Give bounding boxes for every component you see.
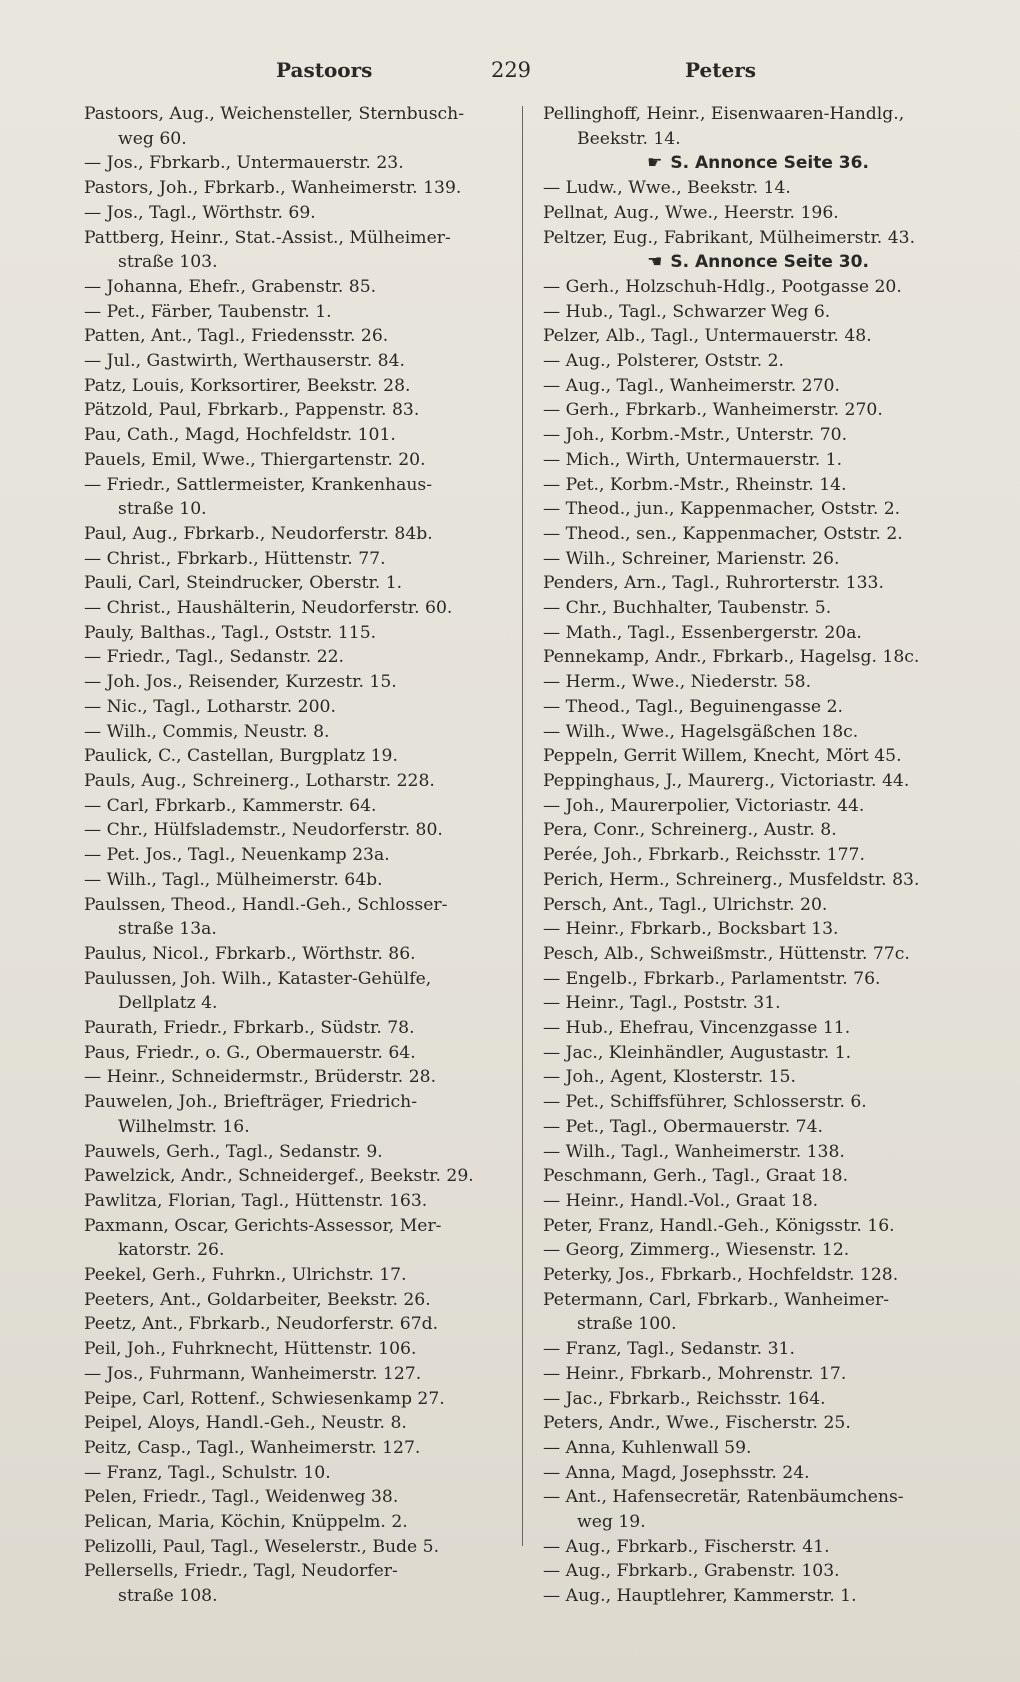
entry-text: Pera, Conr., Schreinerg., Austr. 8. (543, 820, 837, 841)
entry-text: weg 60. (118, 128, 187, 149)
directory-entry (543, 967, 973, 992)
directory-entry (543, 398, 973, 423)
directory-entry (84, 843, 524, 868)
directory-entry (543, 1189, 973, 1214)
directory-entry (543, 695, 973, 720)
directory-entry (84, 250, 524, 275)
entry-text: Pauls, Aug., Schreinerg., Lotharstr. 228. (84, 770, 435, 791)
entry-text: Pastors, Joh., Fbrkarb., Wanheimerstr. 139. (84, 178, 462, 199)
directory-entry (543, 1461, 973, 1486)
directory-entry (543, 621, 973, 646)
directory-entry (84, 324, 524, 349)
directory-entry (543, 794, 973, 819)
directory-entry (84, 571, 524, 596)
entry-text: Peil, Joh., Fuhrknecht, Hüttenstr. 106. (84, 1339, 417, 1360)
directory-entry (543, 127, 973, 152)
entry-text: straße 108. (118, 1586, 218, 1607)
directory-entry (543, 1016, 973, 1041)
entry-text: Pellnat, Aug., Wwe., Heerstr. 196. (543, 202, 839, 223)
directory-entry (543, 374, 973, 399)
directory-entry (84, 818, 524, 843)
directory-entry (84, 1041, 524, 1066)
entry-text: Peterky, Jos., Fbrkarb., Hochfeldstr. 128. (543, 1265, 899, 1286)
directory-entry (543, 275, 973, 300)
directory-entry (543, 1065, 973, 1090)
entry-text: Pelizolli, Paul, Tagl., Weselerstr., Bude 5. (84, 1536, 440, 1557)
entry-text: Peipel, Aloys, Handl.-Geh., Neustr. 8. (84, 1413, 407, 1434)
directory-entry (543, 1041, 973, 1066)
directory-entry (84, 893, 524, 918)
directory-entry (84, 621, 524, 646)
directory-entry (84, 176, 524, 201)
directory-entry (84, 423, 524, 448)
entry-text: Pellersells, Friedr., Tagl, Neudorfer- (84, 1561, 398, 1582)
entry-text: Perich, Herm., Schreinerg., Musfeldstr. 83. (543, 869, 920, 890)
entry-text: Pelzer, Alb., Tagl., Untermauerstr. 48. (543, 326, 872, 347)
entry-text: Peppeln, Gerrit Willem, Knecht, Mört 45. (543, 746, 902, 767)
entry-text: — Wilh., Wwe., Hagelsgäßchen 18c. (543, 721, 859, 742)
entry-text: S. Annonce Seite 36. (670, 153, 869, 174)
directory-entry (84, 1387, 524, 1412)
entry-text: — Heinr., Handl.-Vol., Graat 18. (543, 1190, 819, 1211)
entry-text: — Christ., Haushälterin, Neudorferstr. 60. (84, 598, 453, 619)
directory-entry (543, 670, 973, 695)
entry-text: S. Annonce Seite 30. (670, 252, 869, 273)
directory-entry (84, 596, 524, 621)
entry-text: — Herm., Wwe., Niederstr. 58. (543, 672, 812, 693)
directory-entry (543, 843, 973, 868)
directory-entry (84, 1312, 524, 1337)
entry-text: — Math., Tagl., Essenbergerstr. 20a. (543, 622, 862, 643)
entry-text: — Friedr., Sattlermeister, Krankenhaus- (84, 474, 433, 495)
entry-text: — Johanna, Ehefr., Grabenstr. 85. (84, 276, 377, 297)
entry-text: — Wilh., Tagl., Wanheimerstr. 138. (543, 1141, 845, 1162)
entry-text: — Aug., Hauptlehrer, Kammerstr. 1. (543, 1586, 857, 1607)
entry-text: Persch, Ant., Tagl., Ulrichstr. 20. (543, 894, 828, 915)
directory-entry (84, 868, 524, 893)
directory-entry (543, 1510, 973, 1535)
entry-text: — Heinr., Tagl., Poststr. 31. (543, 993, 781, 1014)
entry-text: straße 103. (118, 252, 218, 273)
entry-text: — Friedr., Tagl., Sedanstr. 22. (84, 647, 345, 668)
directory-entry (84, 448, 524, 473)
header-right-keyword: Peters (685, 58, 756, 82)
directory-entry (84, 1584, 524, 1609)
entry-text: — Pet., Korbm.-Mstr., Rheinstr. 14. (543, 474, 847, 495)
directory-entry (543, 868, 973, 893)
entry-text: Pesch, Alb., Schweißmstr., Hüttenstr. 77c. (543, 943, 910, 964)
entry-text: — Hub., Ehefrau, Vincenzgasse 11. (543, 1018, 851, 1039)
entry-text: — Hub., Tagl., Schwarzer Weg 6. (543, 301, 831, 322)
entry-text: — Jos., Fbrkarb., Untermauerstr. 23. (84, 153, 404, 174)
annonce-reference (543, 151, 973, 176)
entry-text: — Heinr., Fbrkarb., Mohrenstr. 17. (543, 1363, 847, 1384)
directory-entry (84, 1461, 524, 1486)
entry-text: straße 13a. (118, 919, 217, 940)
entry-text: — Wilh., Commis, Neustr. 8. (84, 721, 330, 742)
page-header (86, 58, 936, 88)
entry-text: Petermann, Carl, Fbrkarb., Wanheimer- (543, 1289, 890, 1310)
left-column (84, 102, 524, 1609)
entry-text: — Wilh., Schreiner, Marienstr. 26. (543, 548, 840, 569)
entry-text: Patz, Louis, Korksortirer, Beekstr. 28. (84, 375, 411, 396)
entry-text: Paul, Aug., Fbrkarb., Neudorferstr. 84b. (84, 523, 433, 544)
directory-entry (84, 1559, 524, 1584)
entry-text: — Engelb., Fbrkarb., Parlamentstr. 76. (543, 968, 881, 989)
right-column (543, 102, 973, 1609)
directory-entry (84, 473, 524, 498)
directory-entry (84, 127, 524, 152)
directory-entry (543, 769, 973, 794)
directory-entry (543, 991, 973, 1016)
entry-text: — Theod., sen., Kappenmacher, Oststr. 2. (543, 523, 903, 544)
directory-entry (84, 1090, 524, 1115)
directory-entry (84, 991, 524, 1016)
entry-text: — Pet. Jos., Tagl., Neuenkamp 23a. (84, 845, 390, 866)
directory-entry (543, 522, 973, 547)
directory-entry (84, 942, 524, 967)
entry-text: Patten, Ant., Tagl., Friedensstr. 26. (84, 326, 389, 347)
directory-entry (543, 1559, 973, 1584)
directory-entry (84, 522, 524, 547)
entry-text: Paus, Friedr., o. G., Obermauerstr. 64. (84, 1042, 416, 1063)
directory-entry (84, 1362, 524, 1387)
entry-text: — Franz, Tagl., Schulstr. 10. (84, 1462, 331, 1483)
entry-text: Pelen, Friedr., Tagl., Weidenweg 38. (84, 1487, 399, 1508)
entry-text: Pastoors, Aug., Weichensteller, Sternbusch- (84, 104, 465, 124)
entry-text: Perée, Joh., Fbrkarb., Reichsstr. 177. (543, 845, 865, 866)
entry-text: Pattberg, Heinr., Stat.-Assist., Mülheimer- (84, 227, 451, 248)
entry-text: — Nic., Tagl., Lotharstr. 200. (84, 696, 336, 717)
directory-entry (84, 670, 524, 695)
entry-text: Peter, Franz, Handl.-Geh., Königsstr. 16. (543, 1215, 895, 1236)
directory-entry (543, 1312, 973, 1337)
directory-entry (543, 645, 973, 670)
directory-entry (84, 1238, 524, 1263)
directory-entry (84, 1189, 524, 1214)
directory-entry (543, 473, 973, 498)
entry-text: — Chr., Hülfslademstr., Neudorferstr. 80. (84, 820, 443, 841)
entry-text: — Joh., Korbm.-Mstr., Unterstr. 70. (543, 425, 848, 446)
directory-entry (543, 1164, 973, 1189)
entry-text: Peekel, Gerh., Fuhrkn., Ulrichstr. 17. (84, 1265, 407, 1286)
directory-entry (543, 324, 973, 349)
entry-text: Paulssen, Theod., Handl.-Geh., Schlosser- (84, 894, 448, 915)
directory-entry (84, 967, 524, 992)
directory-entry (84, 695, 524, 720)
entry-text: — Jos., Fuhrmann, Wanheimerstr. 127. (84, 1363, 422, 1384)
entry-text: — Ludw., Wwe., Beekstr. 14. (543, 178, 791, 199)
directory-entry (543, 1387, 973, 1412)
directory-entry (543, 1090, 973, 1115)
entry-text: Penders, Arn., Tagl., Ruhrorterstr. 133. (543, 573, 884, 594)
directory-entry (543, 1140, 973, 1165)
entry-text: Paxmann, Oscar, Gerichts-Assessor, Mer- (84, 1215, 442, 1236)
entry-text: — Joh., Agent, Klosterstr. 15. (543, 1067, 796, 1088)
entry-text: Peeters, Ant., Goldarbeiter, Beekstr. 26. (84, 1289, 431, 1310)
entry-text: — Pet., Schiffsführer, Schlosserstr. 6. (543, 1092, 867, 1113)
entry-text: straße 100. (577, 1314, 677, 1335)
entry-text: Beekstr. 14. (577, 128, 681, 149)
pointing-hand-icon: ☚ (647, 252, 663, 273)
directory-entry (84, 102, 524, 127)
directory-entry (543, 1436, 973, 1461)
entry-text: — Heinr., Fbrkarb., Bocksbart 13. (543, 919, 839, 940)
directory-entry (84, 547, 524, 572)
entry-text: — Jos., Tagl., Wörthstr. 69. (84, 202, 316, 223)
entry-text: — Joh., Maurerpolier, Victoriastr. 44. (543, 795, 865, 816)
directory-entry (543, 596, 973, 621)
directory-entry (84, 1288, 524, 1313)
entry-text: katorstr. 26. (118, 1240, 225, 1261)
directory-entry (84, 1485, 524, 1510)
directory-entry (543, 1485, 973, 1510)
entry-text: — Georg, Zimmerg., Wiesenstr. 12. (543, 1240, 850, 1261)
directory-entry (543, 893, 973, 918)
entry-text: — Jul., Gastwirth, Werthauserstr. 84. (84, 351, 405, 372)
entry-text: — Jac., Fbrkarb., Reichsstr. 164. (543, 1388, 826, 1409)
entry-text: — Heinr., Schneidermstr., Brüderstr. 28. (84, 1067, 437, 1088)
entry-text: Pawlitza, Florian, Tagl., Hüttenstr. 163. (84, 1190, 428, 1211)
directory-entry (543, 448, 973, 473)
directory-entry (543, 226, 973, 251)
directory-entry (543, 547, 973, 572)
directory-entry (543, 1584, 973, 1609)
entry-text: Pätzold, Paul, Fbrkarb., Pappenstr. 83. (84, 400, 420, 421)
directory-entry (84, 1065, 524, 1090)
entry-text: — Jac., Kleinhändler, Augustastr. 1. (543, 1042, 852, 1063)
directory-entry (543, 1214, 973, 1239)
entry-text: — Chr., Buchhalter, Taubenstr. 5. (543, 598, 832, 619)
entry-text: Pelican, Maria, Köchin, Knüppelm. 2. (84, 1512, 408, 1533)
directory-entry (543, 1362, 973, 1387)
directory-entry (84, 226, 524, 251)
directory-entry (543, 720, 973, 745)
directory-entry (543, 497, 973, 522)
directory-entry (543, 423, 973, 448)
entry-text: weg 19. (577, 1512, 646, 1533)
entry-text: — Anna, Kuhlenwall 59. (543, 1437, 752, 1458)
directory-entry (543, 1238, 973, 1263)
entry-text: — Gerh., Fbrkarb., Wanheimerstr. 270. (543, 400, 883, 421)
entry-text: — Carl, Fbrkarb., Kammerstr. 64. (84, 795, 377, 816)
directory-entry (84, 497, 524, 522)
entry-text: Pellinghoff, Heinr., Eisenwaaren-Handlg., (543, 104, 905, 124)
directory-entry (84, 1016, 524, 1041)
directory-entry (543, 1263, 973, 1288)
entry-text: Pau, Cath., Magd, Hochfeldstr. 101. (84, 425, 396, 446)
entry-text: Peschmann, Gerh., Tagl., Graat 18. (543, 1166, 849, 1187)
directory-entry (84, 374, 524, 399)
directory-entry (84, 201, 524, 226)
annonce-reference (543, 250, 973, 275)
directory-entry (84, 720, 524, 745)
entry-text: — Pet., Färber, Taubenstr. 1. (84, 301, 332, 322)
directory-entry (84, 1263, 524, 1288)
directory-entry (543, 744, 973, 769)
directory-entry (84, 1510, 524, 1535)
entry-text: Pawelzick, Andr., Schneidergef., Beekstr. 29. (84, 1166, 474, 1187)
entry-text: — Aug., Polsterer, Oststr. 2. (543, 351, 784, 372)
directory-entry (543, 571, 973, 596)
entry-text: — Ant., Hafensecretär, Ratenbäumchens- (543, 1487, 904, 1508)
entry-text: Pauli, Carl, Steindrucker, Oberstr. 1. (84, 573, 403, 594)
directory-entry (84, 744, 524, 769)
entry-text: — Theod., jun., Kappenmacher, Oststr. 2. (543, 499, 901, 520)
directory-entry (543, 349, 973, 374)
entry-text: — Wilh., Tagl., Mülheimerstr. 64b. (84, 869, 383, 890)
directory-entry (84, 1337, 524, 1362)
entry-text: Peitz, Casp., Tagl., Wanheimerstr. 127. (84, 1437, 421, 1458)
directory-entry (543, 917, 973, 942)
entry-text: Pauwelen, Joh., Briefträger, Friedrich- (84, 1092, 418, 1113)
entry-text: Paulus, Nicol., Fbrkarb., Wörthstr. 86. (84, 943, 416, 964)
directory-entry (84, 275, 524, 300)
entry-text: Dellplatz 4. (118, 993, 218, 1014)
directory-entry (543, 201, 973, 226)
directory-entry (84, 794, 524, 819)
entry-text: Paurath, Friedr., Fbrkarb., Südstr. 78. (84, 1018, 415, 1039)
entry-text: — Anna, Magd, Josephsstr. 24. (543, 1462, 810, 1483)
page-number: 229 (490, 58, 532, 82)
entry-text: — Franz, Tagl., Sedanstr. 31. (543, 1339, 795, 1360)
directory-entry (84, 151, 524, 176)
entry-text: Peppinghaus, J., Maurerg., Victoriastr. 44. (543, 770, 910, 791)
directory-entry (84, 769, 524, 794)
directory-entry (543, 818, 973, 843)
directory-entry (84, 398, 524, 423)
directory-entry (84, 300, 524, 325)
directory-entry (543, 1411, 973, 1436)
header-left-keyword: Pastoors (276, 58, 373, 82)
entry-text: Peltzer, Eug., Fabrikant, Mülheimerstr. 43. (543, 227, 916, 248)
entry-text: Pauly, Balthas., Tagl., Oststr. 115. (84, 622, 377, 643)
directory-entry (84, 1411, 524, 1436)
directory-entry (543, 300, 973, 325)
entry-text: Pauels, Emil, Wwe., Thiergartenstr. 20. (84, 449, 426, 470)
entry-text: Pennekamp, Andr., Fbrkarb., Hagelsg. 18c. (543, 647, 920, 668)
directory-entry (84, 1535, 524, 1560)
directory-entry (84, 1164, 524, 1189)
entry-text: — Pet., Tagl., Obermauerstr. 74. (543, 1116, 823, 1137)
entry-text: Peters, Andr., Wwe., Fischerstr. 25. (543, 1413, 851, 1434)
directory-entry (543, 1115, 973, 1140)
entry-text: — Aug., Fbrkarb., Fischerstr. 41. (543, 1536, 830, 1557)
entry-text: — Aug., Fbrkarb., Grabenstr. 103. (543, 1561, 840, 1582)
entry-text: — Christ., Fbrkarb., Hüttenstr. 77. (84, 548, 386, 569)
entry-text: — Mich., Wirth, Untermauerstr. 1. (543, 449, 843, 470)
directory-entry (84, 1115, 524, 1140)
entry-text: — Joh. Jos., Reisender, Kurzestr. 15. (84, 672, 397, 693)
directory-entry (543, 1288, 973, 1313)
directory-entry (84, 1214, 524, 1239)
entry-text: Peetz, Ant., Fbrkarb., Neudorferstr. 67d. (84, 1314, 439, 1335)
directory-entry (84, 917, 524, 942)
directory-entry (543, 942, 973, 967)
directory-entry (84, 1436, 524, 1461)
entry-text: Pauwels, Gerh., Tagl., Sedanstr. 9. (84, 1141, 383, 1162)
entry-text: — Gerh., Holzschuh-Hdlg., Pootgasse 20. (543, 276, 902, 297)
directory-entry (84, 349, 524, 374)
entry-text: Wilhelmstr. 16. (118, 1116, 250, 1137)
directory-entry (543, 1337, 973, 1362)
entry-text: — Aug., Tagl., Wanheimerstr. 270. (543, 375, 840, 396)
entry-text: Paulick, C., Castellan, Burgplatz 19. (84, 746, 398, 767)
pointing-hand-icon: ☛ (647, 153, 663, 174)
entry-text: Paulussen, Joh. Wilh., Kataster-Gehülfe, (84, 968, 432, 989)
directory-entry (543, 1535, 973, 1560)
directory-entry (543, 176, 973, 201)
entry-text: — Theod., Tagl., Beguinengasse 2. (543, 696, 843, 717)
entry-text: straße 10. (118, 499, 207, 520)
directory-entry (84, 645, 524, 670)
entry-text: Peipe, Carl, Rottenf., Schwiesenkamp 27. (84, 1388, 445, 1409)
directory-entry (543, 102, 973, 127)
directory-entry (84, 1140, 524, 1165)
